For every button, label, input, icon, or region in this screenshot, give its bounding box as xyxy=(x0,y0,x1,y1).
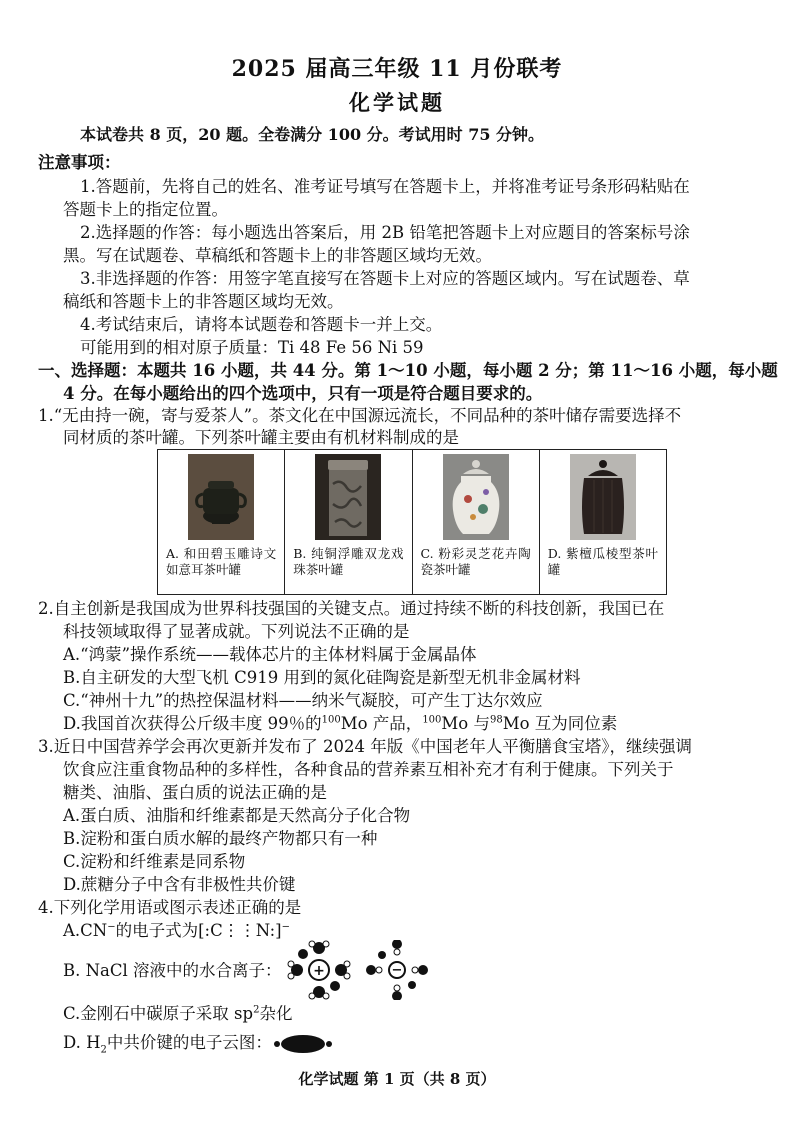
page-footer: 化学试题 第 1 页（共 8 页） xyxy=(298,1070,496,1088)
notice-heading: 注意事项： xyxy=(38,153,121,172)
electron-formula: [:C⋮⋮N:] xyxy=(198,921,282,940)
question-2-option-c: C.“神州十九”的热控保温材料——纳米气凝胶，可产生丁达尔效应 xyxy=(63,691,543,710)
question-1-options-table xyxy=(157,449,667,595)
svg-text:+: + xyxy=(313,963,325,979)
notice-line: 3.非选择题的作答：用签字笔直接写在答题卡上对应的答题区域内。写在试题卷、草 xyxy=(80,269,690,288)
q4-b-text: B. NaCl 溶液中的水合离子： xyxy=(63,961,282,980)
atomic-mass-line: 可能用到的相对原子质量：Ti 48 Fe 56 Ni 59 xyxy=(80,338,424,357)
question-4-option-b xyxy=(63,960,282,982)
subscript: 2 xyxy=(100,1044,107,1056)
q2-d-text: Mo 互为同位素 xyxy=(502,714,618,733)
question-2-stem: 2.自主创新是我国成为世界科技强国的关键支点。通过持续不断的科技创新，我国已在 xyxy=(38,599,665,618)
q2-d-text: Mo 产品， xyxy=(340,714,423,733)
question-4-stem: 4.下列化学用语或图示表述正确的是 xyxy=(38,898,302,917)
option-a-cell xyxy=(158,450,285,594)
question-2-option-d xyxy=(63,713,617,735)
q4-c-text: C.金刚石中碳原子采取 sp xyxy=(63,1004,254,1023)
jade-jar-icon xyxy=(188,454,254,540)
question-1-stem: 1.“无由持一碗，寄与爱茶人”。茶文化在中国源远流长，不同品种的茶叶储存需要选择不 xyxy=(38,406,682,425)
notice-line: 4.考试结束后，请将本试题卷和答题卡一并上交。 xyxy=(80,315,443,334)
question-4-option-a xyxy=(63,920,290,942)
option-d-caption: D. 紫檀瓜棱型茶叶罐 xyxy=(547,546,658,577)
notice-line: 答题卡上的指定位置。 xyxy=(63,200,228,219)
copper-jar-icon xyxy=(315,454,381,540)
mass-number: 100 xyxy=(321,714,341,726)
option-b-caption: B. 纯铜浮雕双龙戏珠茶叶罐 xyxy=(293,546,404,577)
section-heading: 一、选择题：本题共 16 小题，共 44 分。第 1～10 小题，每小题 2 分；第 11～16 小题，每小题 xyxy=(38,361,778,380)
question-2-option-b: B.自主研发的大型飞机 C919 用到的氮化硅陶瓷是新型无机非金属材料 xyxy=(63,668,581,687)
section-heading-cont: 4 分。在每小题给出的四个选项中，只有一项是符合题目要求的。 xyxy=(63,384,543,403)
question-2-stem-cont: 科技领域取得了显著成就。下列说法不正确的是 xyxy=(63,622,410,641)
question-4-option-d xyxy=(63,1032,334,1055)
question-3-stem: 3.近日中国营养学会再次更新并发布了 2024 年版《中国老年人平衡膳食宝塔》，继续强调 xyxy=(38,737,692,756)
q2-d-text: D.我国首次获得公斤级丰度 99％的 xyxy=(63,714,322,733)
question-3-option-b: B.淀粉和蛋白质水解的最终产物都只有一种 xyxy=(63,829,378,848)
exam-subject: 化学试题 xyxy=(349,90,445,115)
question-3-stem-cont: 糖类、油脂、蛋白质的说法正确的是 xyxy=(63,783,327,802)
question-3-option-d: D.蔗糖分子中含有非极性共价键 xyxy=(63,875,296,894)
exam-info: 本试卷共 8 页，20 题。全卷满分 100 分。考试用时 75 分钟。 xyxy=(80,125,545,144)
notice-line: 黑。写在试题卷、草稿纸和答题卡上的非答题区域均无效。 xyxy=(63,246,492,265)
notice-line: 稿纸和答题卡上的非答题区域均无效。 xyxy=(63,292,344,311)
q4-d-text: D. H xyxy=(63,1033,101,1052)
option-c-cell xyxy=(413,450,540,594)
q4-c-text: 杂化 xyxy=(259,1004,293,1023)
exam-title: 2025 届高三年级 11 月份联考 xyxy=(231,56,563,82)
mass-number: 98 xyxy=(489,714,503,726)
option-b-cell xyxy=(285,450,412,594)
notice-line: 1.答题前，先将自己的姓名、准考证号填写在答题卡上，并将准考证号条形码粘贴在 xyxy=(80,177,690,196)
electron-cloud-icon xyxy=(272,1033,334,1055)
question-3-option-c: C.淀粉和纤维素是同系物 xyxy=(63,852,246,871)
mass-number: 100 xyxy=(422,714,442,726)
question-3-option-a: A.蛋白质、油脂和纤维素都是天然高分子化合物 xyxy=(63,806,411,825)
option-c-caption: C. 粉彩灵芝花卉陶瓷茶叶罐 xyxy=(420,546,531,577)
question-3-stem-cont: 饮食应注重食物品种的多样性，各种食品的营养素互相补充才有利于健康。下列关于 xyxy=(63,760,674,779)
question-1-stem-cont: 同材质的茶叶罐。下列茶叶罐主要由有机材料制成的是 xyxy=(63,428,459,447)
question-4-option-c xyxy=(63,1003,292,1025)
svg-text:−: − xyxy=(391,963,403,978)
q4-d-text: 中共价键的电子云图： xyxy=(106,1033,272,1052)
option-d-cell xyxy=(540,450,666,594)
q2-d-text: Mo 与 xyxy=(441,714,490,733)
ion-charge: − xyxy=(281,921,290,933)
option-a-caption: A. 和田碧玉雕诗文如意耳茶叶罐 xyxy=(166,546,277,577)
notice-line: 2.选择题的作答：每小题选出答案后，用 2B 铅笔把答题卡上对应题目的答案标号涂 xyxy=(80,223,690,242)
hydrated-cation-icon xyxy=(288,941,350,999)
ion-charge: − xyxy=(107,921,116,933)
porcelain-jar-icon xyxy=(443,454,509,540)
hybrid-superscript: 2 xyxy=(253,1004,260,1016)
q4-a-text: 的电子式为 xyxy=(115,921,199,940)
question-2-option-a: A.“鸿蒙”操作系统——载体芯片的主体材料属于金属晶体 xyxy=(63,645,477,664)
q4-a-text: A.CN xyxy=(63,921,108,940)
rosewood-jar-icon xyxy=(570,454,636,540)
hydrated-anion-icon xyxy=(366,940,428,1000)
hydrated-ion-diagram xyxy=(285,940,435,1000)
